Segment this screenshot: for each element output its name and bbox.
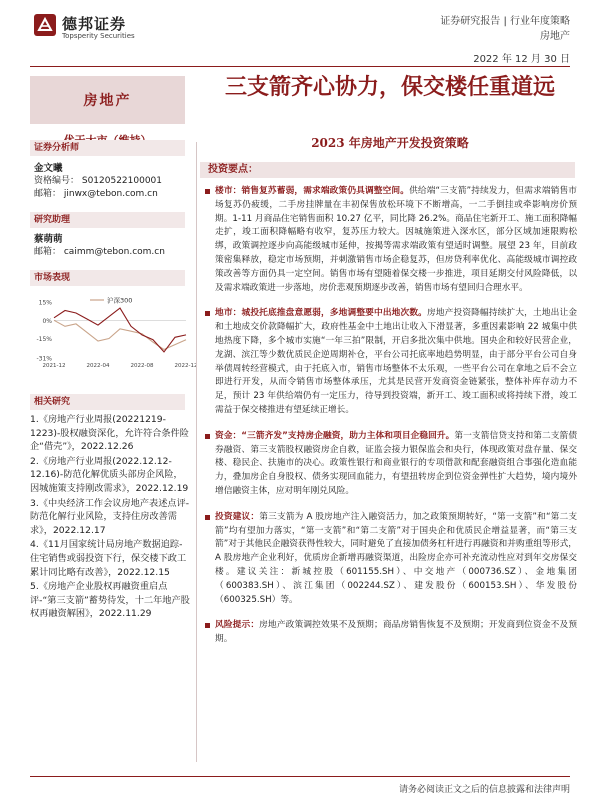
- related-research-list: [30, 413, 190, 622]
- key-point-land-market: [205, 307, 577, 417]
- industry-label: 房地产: [540, 31, 570, 42]
- bullet-icon: [205, 623, 210, 628]
- key-point-text: 第一支箭信贷支持和第二支箭债券融资、第三支箭股权融资房企自救，证监会接力银保监会和央行，体现政策对盘存量、保交楼、稳民企、扶施市的决心。政策性银行和商业银行的专项借款和配套融资组合事强化造血能力，叠加房企自身股权、债务实现回血能力，有望扭转房企到位资金弹性扩大趋势，境内境外增信融资主体，应对明年刚兑风险。: [215, 430, 578, 496]
- key-point-risk-warning: [205, 619, 577, 647]
- series-line-1: [54, 308, 186, 352]
- disclaimer-footer: 请务必阅读正文之后的信息披露和法律声明: [398, 785, 570, 795]
- market-section-head: 市场表现: [30, 270, 185, 286]
- key-point-investment-advice: [205, 511, 577, 608]
- key-point-property-sales: [205, 185, 577, 295]
- key-points-body: [205, 185, 577, 659]
- report-type-block: [440, 14, 570, 44]
- series-line-0: [54, 320, 186, 349]
- key-points-head: 投资要点：: [200, 162, 575, 178]
- key-point-text: 房地产投资降幅持续扩大，土地出让金和土地成交价款降幅扩大，政府性基金中土地出让收入下滑显著，多重因素影响 22 城集中供地热度下降，多个城市实施“一年三拍”限制，开启多批次集中供地。国央企和较好民营企业，龙湖、滨江等少数优质民企逆周期补仓，平台公司托底率地趋势明显，由于部分平台公司自身举债周转经营模式，由于托底入市，销售市场整体不太乐观，一些平台公司在拿地之后不会立即进行开发，从而令销售市场整体承压，尤其是民营开发商资金链紧张，整体补库存动力不足，预计 23 年供给端仍有一定压力，待导到投资端，新开工、竣工面积或将持续下滑，竣工需益于保交楼推进有望延续正增长。: [215, 308, 578, 415]
- x-tick-label: 2022-12: [174, 363, 198, 369]
- report-subtitle: 2023 年房地产开发投资策略: [311, 136, 469, 150]
- footer-divider: [30, 776, 570, 777]
- chart-svg: [30, 294, 198, 376]
- related-item[interactable]: 1.《房地产行业周报(20221219-1223)-股权融资深化，允许符合条件险企“借壳”》，2022.12.26: [30, 414, 189, 453]
- assistant-section-head: 研究助理: [30, 212, 185, 228]
- key-point-lead: 投资建议：: [215, 511, 260, 522]
- y-tick-label: 15%: [38, 299, 52, 307]
- header-divider: [30, 66, 570, 67]
- report-date: 2022 年 12 月 30 日: [473, 54, 570, 65]
- bullet-icon: [205, 311, 210, 316]
- analyst-section-head: 证券分析师: [30, 140, 185, 156]
- y-tick-label: 0%: [42, 317, 52, 325]
- key-point-lead: 楼市：销售复苏蓄弱，需求端政策仍具调整空间。: [215, 186, 410, 196]
- key-point-lead: 资金：“三箭齐发”支持房企融资，助力主体和项目企稳回升。: [215, 430, 455, 441]
- assistant-name: 蔡萌萌: [34, 234, 63, 245]
- y-tick-label: -15%: [36, 336, 52, 344]
- report-header: [0, 0, 600, 70]
- bullet-icon: [205, 515, 210, 520]
- brand-name: 德邦证券: [62, 15, 127, 33]
- y-tick-label: -31%: [36, 355, 52, 363]
- related-item[interactable]: 3.《中央经济工作会议房地产表述点评-防范化解行业风险，支持住房改善需求》，2022.12.17: [30, 497, 190, 536]
- bullet-icon: [205, 434, 210, 439]
- report-type: 证券研究报告 | 行业年度策略: [440, 16, 570, 27]
- brand-name-en: Topsperity Securities: [62, 32, 135, 40]
- key-point-text: 第三支箭为 A 股房地产注入融资活力，加之政策预期转好，“第一支箭”和“第二支箭”均有望加力落实，“第一支箭”和“第二支箭”对于国央企和优质民企增益显著，而“第三支箭”对于其他民企融资获得性较大，同时避免了直接加债务杠杆进行再融资和并购重组等形式，A 股房地产企业利好，优质房企新增再融资渠道，出险房企亦可补充流动性应对到年交房保交楼。建议关注：新城控股（601155.SH）、中交地产（000736.SZ）、金地集团（600383.SH）、滨江集团（002244.SZ）、建发股份（600153.SH）、华发股份（600325.SH）等。: [215, 511, 578, 605]
- related-item[interactable]: 4.《11月国家统计局房地产数据追踪-住宅销售或弱投资下行，保交楼下政工累计同比略有改善》，2022.12.15: [30, 539, 187, 578]
- key-point-lead: 地市：城投托底推盘意愿弱，多地调整要中出地次数。: [215, 308, 427, 319]
- key-point-lead: 风险提示：: [215, 620, 260, 631]
- analyst-cert: 资格编号： S0120522100001: [34, 176, 163, 186]
- assistant-email[interactable]: 邮箱： caimm@tebon.com.cn: [34, 247, 165, 257]
- x-tick-label: 2022-08: [130, 363, 154, 369]
- related-item[interactable]: 2.《房地产行业周报(2022.12.12-12.16)-防范化解优质头部房企风险，因城施策支持刚改需求》，2022.12.19: [30, 455, 189, 494]
- key-point-text: 供给端“三支箭”持续发力，但需求端销售市场复苏仍疲缓，二手房挂牌量在丰初保售放松环境下不断增高，一二手倒挂或牵影响房价预期。1-11 月商品住宅销售面积 10.27 亿平，同比降 26.2%。商品住宅新开工、施工面积降幅走扩，竣工面积降幅略有收窄，复苏压力较大。因城施策进入深水区，部分区域加速限购松绑，政策调控逐步向高能级城市延伸，按揭等需求端政策有望适时调整。展望 23 年，目前政策密集释放，稳定市场预期，并刺激销售市场企稳复苏，但房贷利率优化、高能级城市调控政策改善等方面仍具一定空间。销售市场有望随着保交楼一步推进，项目延期交付风险降低，以及需求端政策进一步落地，房价悲观预期逐步改善，销售市场有望回归合理水平。: [215, 186, 577, 293]
- column-divider: [196, 142, 197, 762]
- x-tick-label: 2021-12: [42, 363, 66, 369]
- x-tick-label: 2022-04: [86, 363, 110, 369]
- related-item[interactable]: 5.《房地产企业股权再融资重启点评-“第三支箭”蓄势待发，十二年地产股权再融资解困》，2022.11.29: [30, 581, 190, 620]
- bullet-icon: [205, 189, 210, 194]
- brand-logo: [34, 14, 56, 36]
- analyst-name: 金文曦: [34, 163, 63, 174]
- sector-tag: 房地产: [30, 76, 185, 124]
- report-title: 三支箭齐心协力，保交楼任重道远: [224, 74, 555, 100]
- related-section-head: 相关研究: [30, 394, 185, 410]
- analyst-email[interactable]: 邮箱： jinwx@tebon.com.cn: [34, 189, 158, 199]
- key-point-text: 房地产政策调控效果不及预期；商品房销售恢复不及预期；开发商到位资金不及预期。: [215, 620, 578, 645]
- legend-label: 沪深300: [107, 296, 133, 305]
- market-performance-chart: [30, 294, 198, 376]
- key-point-funding: [205, 430, 577, 499]
